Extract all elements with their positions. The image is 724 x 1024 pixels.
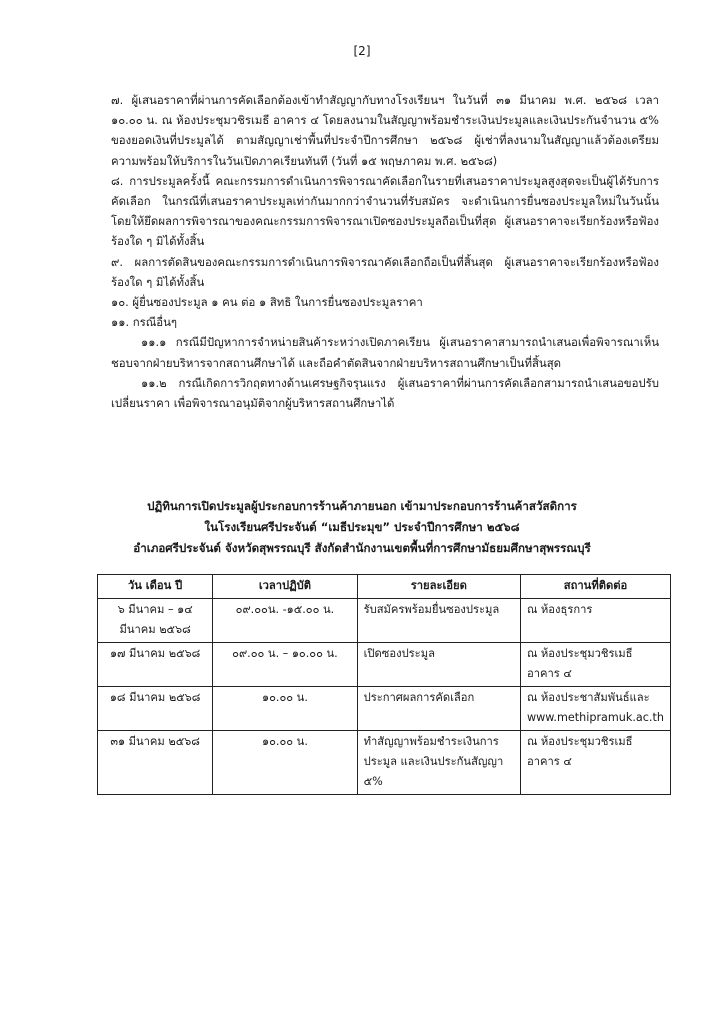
term-paragraph-11: ๑๑. กรณีอื่นๆ [111, 315, 178, 330]
row-time: ๐๙.๐๐น. -๑๕.๐๐ น. [213, 599, 357, 643]
row-detail: เปิดซองประมูล [357, 643, 520, 687]
schedule-table [97, 574, 671, 795]
table-row [98, 687, 671, 731]
row-place: ณ ห้องประชุมวชิรเมธี อาคาร ๔ [521, 643, 671, 687]
header-time: เวลาปฏิบัติ [213, 575, 357, 599]
row-date: ๖ มีนาคม – ๑๔ มีนาคม ๒๕๖๘ [98, 599, 213, 643]
schedule-title-line-1: ปฏิทินการเปิดประมูลผู้ประกอบการร้านค้าภายนอก เข้ามาประกอบการร้านค้าสวัสดิการ [147, 499, 577, 513]
terms-section [111, 90, 659, 413]
row-detail: ทำสัญญาพร้อมชำระเงินการประมูล และเงินประกันสัญญา ๕% [357, 731, 520, 795]
row-time: ๑๐.๐๐ น. [213, 687, 357, 731]
row-time: ๑๐.๐๐ น. [213, 731, 357, 795]
schedule-title [100, 496, 624, 559]
term-paragraph-10: ๑๐. ผู้ยื่นซองประมูล ๑ คน ต่อ ๑ สิทธิ ในการยื่นซองประมูลราคา [111, 295, 423, 310]
row-detail: ประกาศผลการคัดเลือก [357, 687, 520, 731]
row-date: ๑๘ มีนาคม ๒๕๖๘ [98, 687, 213, 731]
header-place: สถานที่ติดต่อ [521, 575, 671, 599]
table-row [98, 731, 671, 795]
table-row [98, 599, 671, 643]
term-paragraph-7: ๗. ผู้เสนอราคาที่ผ่านการคัดเลือกต้องเข้าทำสัญญากับทางโรงเรียนฯ ในวันที่ ๓๑ มีนาคม พ.ศ. ๒๕๖๘ เวลา ๑๐.๐๐ น. ณ ห้องประชุมวชิรเมธี อาคาร ๔ โดยลงนามในสัญญาพร้อมชำระเงินประมูลและเงินประกันจำนวน ๕% ของยอดเงินที่ประมูลได้ ตามสัญญาเช่าพื้นที่ประจำปีการศึกษา ๒๕๖๘ ผู้เช่าที่ลงนามในสัญญาแล้วต้องเตรียมความพร้อมให้บริการในวันเปิดภาคเรียนทันที (วันที่ ๑๕ พฤษภาคม พ.ศ. ๒๕๖๘) [111, 93, 659, 168]
row-detail: รับสมัครพร้อมยื่นซองประมูล [357, 599, 520, 643]
schedule-title-line-2: ในโรงเรียนศรีประจันต์ “เมธีประมุข” ประจำปีการศึกษา ๒๕๖๘ [204, 520, 520, 534]
term-paragraph-8: ๘. การประมูลครั้งนี้ คณะกรรมการดำเนินการพิจารณาคัดเลือกในรายที่เสนอราคาประมูลสูงสุดจะเป็นผู้ได้รับการคัดเลือก ในกรณีที่เสนอราคาประมูลเท่ากันมากกว่าจำนวนที่รับสมัคร จะดำเนินการยื่นซองประมูลใหม่ในวันนั้น โดยให้ยึดผลการพิจารณาของคณะกรรมการพิจารณาเปิดซองประมูลถือเป็นที่สุด ผู้เสนอราคาจะเรียกร้องหรือฟ้องร้องใด ๆ มิได้ทั้งสิ้น [111, 173, 659, 249]
schedule-title-line-3: อำเภอศรีประจันต์ จังหวัดสุพรรณบุรี สังกัดสำนักงานเขตพื้นที่การศึกษามัธยมศึกษาสุพรรณบุรี [133, 541, 591, 555]
row-place: ณ ห้องประชุมวชิรเมธี อาคาร ๔ [521, 731, 671, 795]
row-place: ณ ห้องประชาสัมพันธ์และ www.methipramuk.ac.th [521, 687, 671, 731]
schedule-header-row [98, 575, 671, 599]
row-time: ๐๙.๐๐ น. – ๑๐.๐๐ น. [213, 643, 357, 687]
table-row [98, 643, 671, 687]
header-date: วัน เดือน ปี [98, 575, 213, 599]
header-detail: รายละเอียด [357, 575, 520, 599]
row-date: ๓๑ มีนาคม ๒๕๖๘ [98, 731, 213, 795]
row-date: ๑๗ มีนาคม ๒๕๖๘ [98, 643, 213, 687]
term-paragraph-11-1: ๑๑.๑ กรณีมีปัญหาการจำหน่ายสินค้าระหว่างเปิดภาคเรียน ผู้เสนอราคาสามารถนำเสนอเพื่อพิจารณาเห็นชอบจากฝ่ายบริหารจากสถานศึกษาได้ และถือคำตัดสินจากฝ่ายบริหารสถานศึกษาเป็นที่สิ้นสุด [111, 335, 659, 370]
row-place: ณ ห้องธุรการ [521, 599, 671, 643]
term-paragraph-9: ๙. ผลการตัดสินของคณะกรรมการดำเนินการพิจารณาคัดเลือกถือเป็นที่สิ้นสุด ผู้เสนอราคาจะเรียกร้องหรือฟ้องร้องใด ๆ มิได้ทั้งสิ้น [111, 254, 659, 289]
term-paragraph-11-2: ๑๑.๒ กรณีเกิดการวิกฤตทางด้านเศรษฐกิจรุนแรง ผู้เสนอราคาที่ผ่านการคัดเลือกสามารถนำเสนอขอปรับเปลี่ยนราคา เพื่อพิจารณาอนุมัติจากผู้บริหารสถานศึกษาได้ [111, 375, 659, 411]
page-number: [2] [353, 44, 371, 58]
